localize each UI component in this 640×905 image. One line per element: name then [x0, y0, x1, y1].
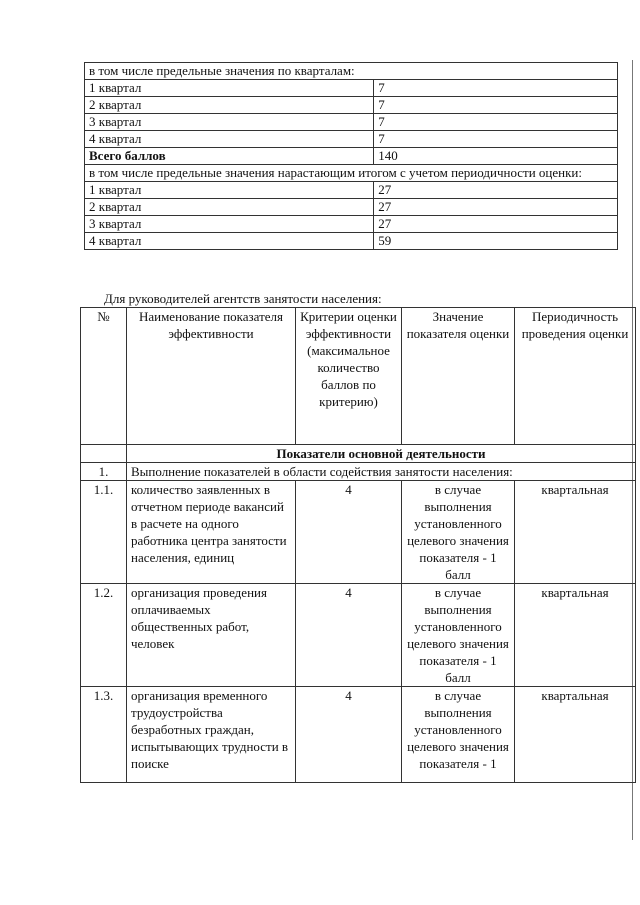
table-row	[81, 687, 636, 783]
indicators-table	[80, 307, 636, 783]
quarter-label: 4 квартал	[85, 233, 374, 250]
row-period: квартальная	[515, 687, 636, 783]
group-row	[81, 463, 636, 481]
section-empty-cell	[81, 445, 127, 463]
quarter-value: 7	[374, 114, 618, 131]
table-row	[85, 165, 618, 182]
table-row	[85, 182, 618, 199]
table-row	[85, 97, 618, 114]
header-period: Периодичность проведения оценки	[515, 308, 636, 445]
quarter-label: 2 квартал	[85, 97, 374, 114]
table-row	[81, 584, 636, 687]
table-row	[85, 233, 618, 250]
header-criteria: Критерии оценки эффективности (максимальное количество баллов по критерию)	[296, 308, 402, 445]
row-value: в случае выполнения установленного целевого значения показателя - 1 балл	[402, 481, 515, 584]
total-value: 140	[374, 148, 618, 165]
header-name: Наименование показателя эффективности	[127, 308, 296, 445]
score-limits-table	[84, 62, 618, 250]
row-period: квартальная	[515, 481, 636, 584]
row-name: организация проведения оплачиваемых общественных работ, человек	[127, 584, 296, 687]
total-label: Всего баллов	[85, 148, 374, 165]
quarter-label: 3 квартал	[85, 114, 374, 131]
table-row	[85, 216, 618, 233]
row-value: в случае выполнения установленного целевого значения показателя - 1	[402, 687, 515, 783]
row-period: квартальная	[515, 584, 636, 687]
quarter-value: 7	[374, 80, 618, 97]
row-value: в случае выполнения установленного целевого значения показателя - 1 балл	[402, 584, 515, 687]
table-row	[85, 199, 618, 216]
quarter-label: 2 квартал	[85, 199, 374, 216]
table-row	[85, 80, 618, 97]
section-title: Показатели основной деятельности	[127, 445, 636, 463]
cumulative-header: в том числе предельные значения нарастающим итогом с учетом периодичности оценки:	[85, 165, 618, 182]
row-num: 1.1.	[81, 481, 127, 584]
quarter-value: 7	[374, 131, 618, 148]
quarter-value: 27	[374, 199, 618, 216]
row-name: количество заявленных в отчетном периоде вакансий в расчете на одного работника центра занятости населения, единиц	[127, 481, 296, 584]
section-row	[81, 445, 636, 463]
table-row	[85, 131, 618, 148]
row-criteria: 4	[296, 687, 402, 783]
section-caption: Для руководителей агентств занятости населения:	[104, 291, 382, 306]
row-name: организация временного трудоустройства безработных граждан, испытывающих трудности в поиске	[127, 687, 296, 783]
quarter-value: 27	[374, 216, 618, 233]
quarter-value: 27	[374, 182, 618, 199]
quarter-label: 4 квартал	[85, 131, 374, 148]
row-num: 1.2.	[81, 584, 127, 687]
group-title: Выполнение показателей в области содействия занятости населения:	[127, 463, 636, 481]
quarter-label: 1 квартал	[85, 80, 374, 97]
table-row	[81, 481, 636, 584]
table-row	[85, 114, 618, 131]
quarter-label: 3 квартал	[85, 216, 374, 233]
group-num: 1.	[81, 463, 127, 481]
quarter-value: 59	[374, 233, 618, 250]
table-header-row	[81, 308, 636, 445]
quarter-label: 1 квартал	[85, 182, 374, 199]
header-value: Значение показателя оценки	[402, 308, 515, 445]
table-row	[85, 63, 618, 80]
table-row	[85, 148, 618, 165]
quarterly-header: в том числе предельные значения по кварталам:	[85, 63, 618, 80]
row-criteria: 4	[296, 481, 402, 584]
row-num: 1.3.	[81, 687, 127, 783]
quarter-value: 7	[374, 97, 618, 114]
row-criteria: 4	[296, 584, 402, 687]
header-num: №	[81, 308, 127, 445]
